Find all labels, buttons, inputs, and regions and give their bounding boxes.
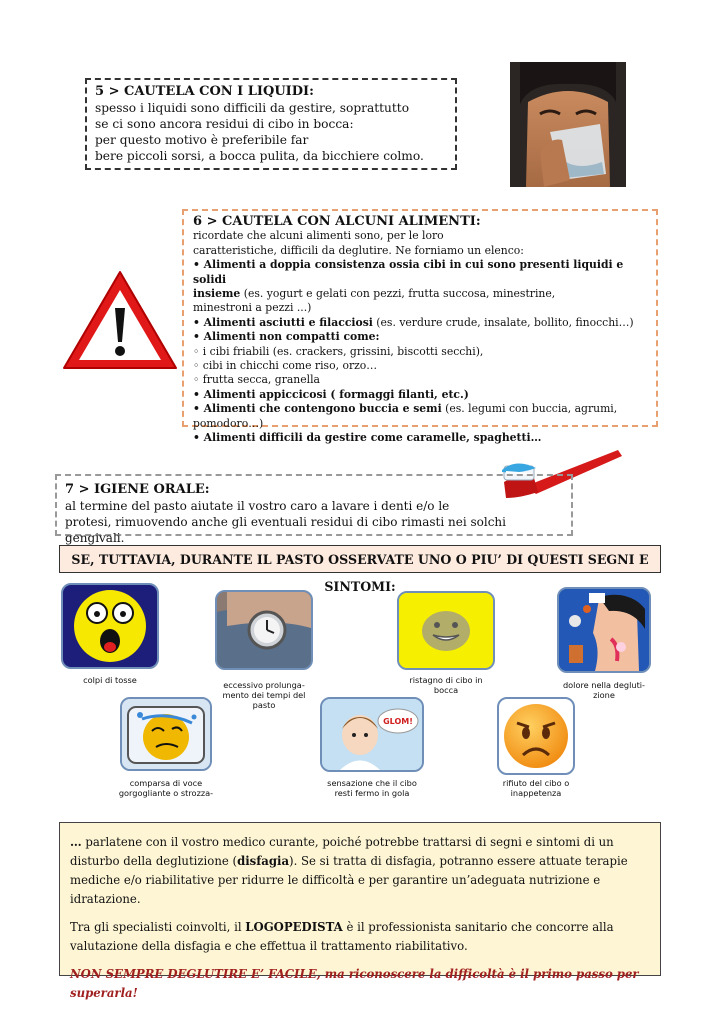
food-refusal-face-icon [497,697,575,775]
symptom-refusal-caption: rifiuto del cibo o inappetenza [502,778,570,798]
food-subitem: ◦ frutta secca, granella [193,373,320,387]
speech-bubble-text: GLOM! [383,717,413,726]
symptom-cough-caption: colpi di tosse [83,675,137,685]
section-liquids-line: bere piccoli sorsi, a bocca pulita, da bicchiere colmo. [95,149,424,163]
section-oral-hygiene-line: al termine del pasto aiutate il vostro caro a lavare i denti e/o le [65,499,450,513]
swallowing-pain-icon [557,587,651,673]
advice-paragraph-dysphagia: … parlatene con il vostro medico curante, poiché potrebbe trattarsi di segni e sintomi di un disturbo della deglutizione (disfagia). Se si tratta di disfagia, potranno essere attuate terapie mediche e/o riabilitative per ridurre le difficoltà e per garantire un’adeguata nutrizione e idratazione. [70,835,628,906]
section-liquids-line: spesso i liquidi sono difficili da gestire, soprattutto [95,101,410,115]
symptom-time-caption: eccessivo prolunga- mento dei tempi del pasto [222,680,306,710]
symptoms-banner: SE, TUTTAVIA, DURANTE IL PASTO OSSERVATE UNO O PIU’ DI QUESTI SEGNI E SINTOMI: [59,545,661,573]
speech-therapist-term: LOGOPEDISTA [245,920,343,934]
food-item-peel-seeds: • Alimenti che contengono buccia e semi (es. legumi con buccia, agrumi, pomodoro…) [193,402,618,430]
food-item-double-consistency: • Alimenti a doppia consistenza ossia cibi in cui sono presenti liquidi e solidi insieme (es. yogurt e gelati con pezzi, frutta succosa, minestrine, minestroni a pezzi ...) [193,258,624,315]
warning-sign-icon [60,268,180,372]
food-subitem: ◦ i cibi friabili (es. crackers, grissini, biscotti secchi), [193,344,484,358]
section-liquids-line: per questo motivo è preferibile far [95,133,309,147]
food-stagnation-face-icon [397,591,495,670]
ellipsis-mark: … [70,835,82,849]
section-foods [182,209,658,445]
section-liquids-line: se ci sono ancora residui di cibo in bocca: [95,117,354,131]
closing-message: NON SEMPRE DEGLUTIRE E’ FACILE, ma riconoscere la difficoltà è il primo passo per superarla! [70,967,639,1000]
section-oral-hygiene-line: protesi, rimuovendo anche gli eventuali residui di cibo rimasti nei solchi gengivali. [65,515,506,545]
section-foods-intro: ricordate che alcuni alimenti sono, per le loro [193,229,444,243]
wristwatch-icon [215,590,313,670]
cough-face-icon [61,583,159,669]
food-subitem: ◦ cibi in chicchi come riso, orzo… [193,359,378,373]
symptom-stagnation-caption: ristagno di cibo in bocca [409,675,483,695]
gurgling-voice-icon [120,697,212,771]
food-item-dry: • Alimenti asciutti e filacciosi (es. verdure crude, insalate, bollito, finocchi…) [193,315,634,329]
food-item-non-compact: • Alimenti non compatti come: [193,330,380,344]
symptom-stuck-caption: sensazione che il cibo resti fermo in gola [327,778,417,798]
section-liquids-title: 5 > CAUTELA CON I LIQUIDI: [95,84,314,99]
advice-box [59,822,661,1000]
symptom-pain-caption: dolore nella degluti- zione [562,680,646,700]
section-oral-hygiene-title: 7 > IGIENE ORALE: [65,482,210,497]
section-oral-hygiene [55,474,573,545]
section-liquids [85,78,457,170]
food-item-hard: • Alimenti difficili da gestire come caramelle, spaghetti… [193,431,542,445]
food-item-sticky: • Alimenti appiccicosi ( formaggi filanti, etc.) [193,387,469,401]
advice-paragraph-specialist: Tra gli specialisti coinvolti, il LOGOPEDISTA è il professionista sanitario che concorre alla valutazione della disfagia e che effettua il trattamento riabilitativo. [70,920,614,953]
symptom-voice-caption: comparsa di voce gorgogliante o strozza- [118,778,214,798]
section-foods-title: 6 > CAUTELA CON ALCUNI ALIMENTI: [193,214,481,229]
food-stuck-throat-icon [320,697,424,772]
drinking-woman-photo [510,62,626,187]
section-foods-intro: caratteristiche, difficili da deglutire. Ne forniamo un elenco: [193,243,524,257]
dysphagia-term: disfagia [237,854,290,868]
